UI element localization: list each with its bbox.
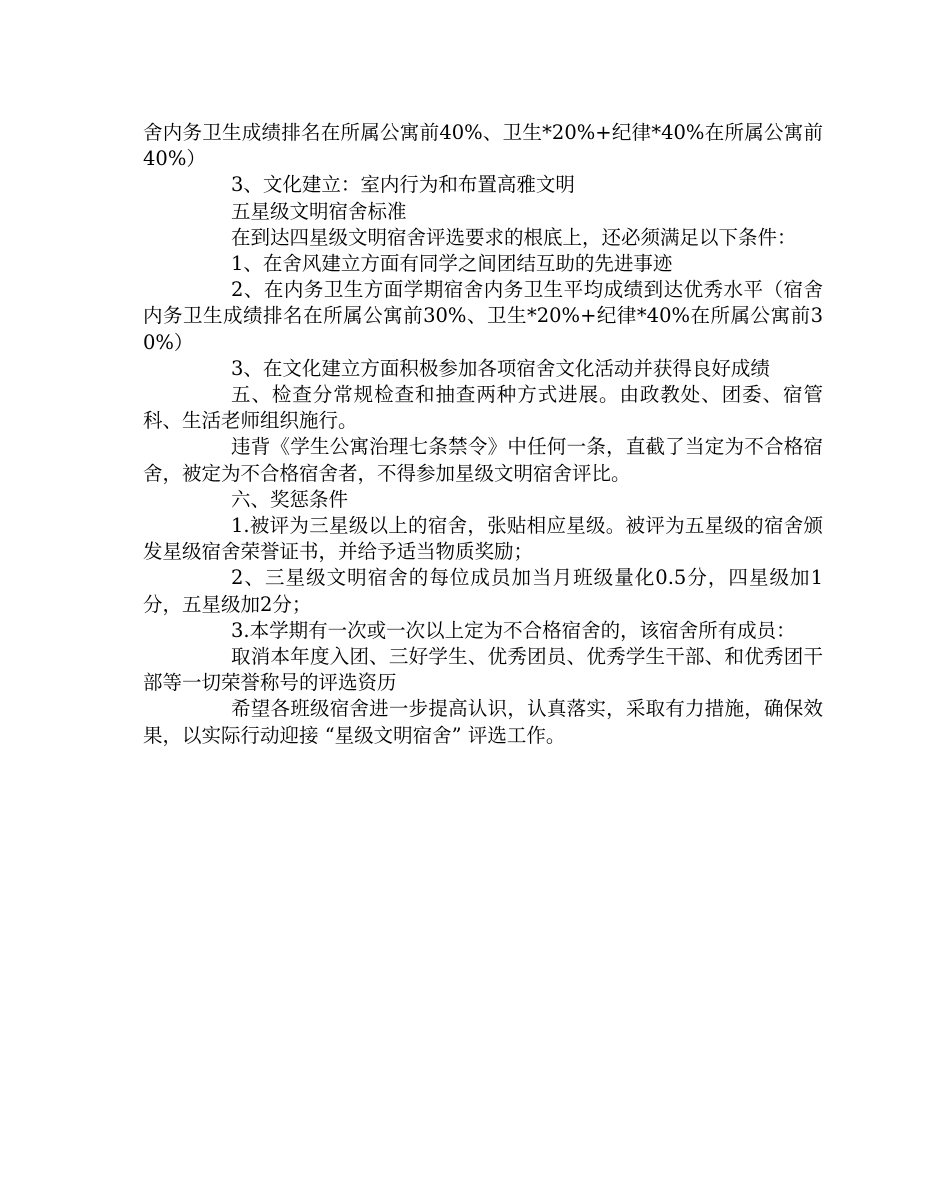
paragraph: 舍内务卫生成绩排名在所属公寓前40%、卫生*20%+纪律*40%在所属公寓前40%） xyxy=(143,121,823,171)
paragraph: 五星级文明宿舍标准 xyxy=(231,199,407,223)
paragraph: 3、在文化建立方面积极参加各项宿舍文化活动并获得良好成绩 xyxy=(231,356,770,380)
paragraph: 2、在内务卫生方面学期宿舍内务卫生平均成绩到达优秀水平（宿舍内务卫生成绩排名在所属公寓前30%、卫生*20%+纪律*40%在所属公寓前30%） xyxy=(143,278,823,354)
paragraph: 1、在舍风建立方面有同学之间团结互助的先进事迹 xyxy=(231,252,673,276)
document-page xyxy=(143,120,823,749)
paragraph: 3、文化建立：室内行为和布置高雅文明 xyxy=(231,173,575,197)
paragraph: 3.本学期有一次或一次以上定为不合格宿舍的，该宿舍所有成员： xyxy=(231,618,796,642)
paragraph: 2、三星级文明宿舍的每位成员加当月班级量化0.5分，四星级加1分，五星级加2分； xyxy=(143,566,823,616)
paragraph: 违背《学生公寓治理七条禁令》中任何一条，直截了当定为不合格宿舍，被定为不合格宿舍者，不得参加星级文明宿舍评比。 xyxy=(143,435,823,485)
paragraph: 希望各班级宿舍进一步提高认识，认真落实，采取有力措施，确保效果，以实际行动迎接 “星级文明宿舍” 评选工作。 xyxy=(143,697,823,747)
paragraph: 五、检查分常规检查和抽查两种方式进展。由政教处、团委、宿管科、生活老师组织施行。 xyxy=(143,383,823,433)
paragraph: 六、奖惩条件 xyxy=(231,487,349,511)
paragraph: 在到达四星级文明宿舍评选要求的根底上，还必须满足以下条件： xyxy=(231,225,797,249)
paragraph: 1.被评为三星级以上的宿舍，张贴相应星级。被评为五星级的宿舍颁发星级宿舍荣誉证书，并给予适当物质奖励； xyxy=(143,514,823,564)
paragraph: 取消本年度入团、三好学生、优秀团员、优秀学生干部、和优秀团干部等一切荣誉称号的评选资历 xyxy=(143,645,823,695)
